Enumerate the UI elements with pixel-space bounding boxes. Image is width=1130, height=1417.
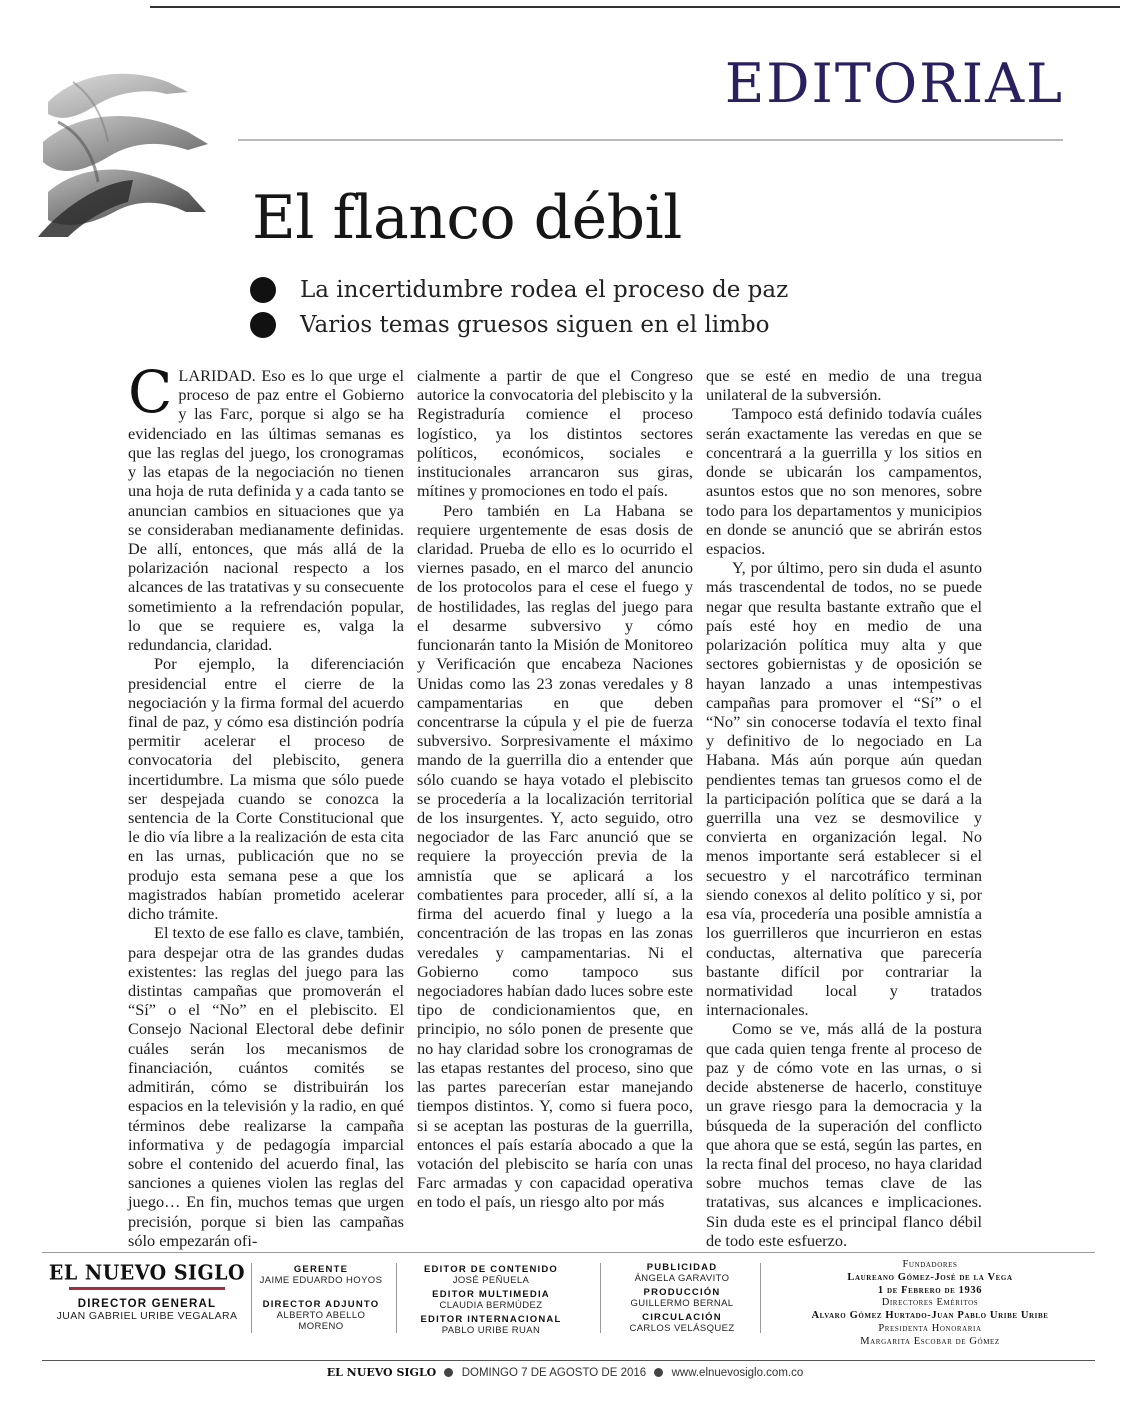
credit-role: PRODUCCIÓN bbox=[643, 1287, 721, 1298]
footline-logo: EL NUEVO SIGLO bbox=[326, 1366, 437, 1379]
article-paragraph bbox=[128, 358, 404, 655]
credit-name: JOSÉ PEÑUELA bbox=[452, 1275, 530, 1286]
emeritus-names: Alvaro Gómez Hurtado-Juan Pablo Uribe Uribe bbox=[811, 1310, 1049, 1322]
credit-role: PUBLICIDAD bbox=[646, 1262, 718, 1273]
founders-block bbox=[770, 1259, 1090, 1349]
founding-date: 1 de Febrero de 1936 bbox=[877, 1284, 983, 1296]
credit-role: GERENTE bbox=[293, 1264, 349, 1275]
footer-rule-bottom bbox=[42, 1360, 1095, 1361]
emeritus-label: Directores Eméritos bbox=[881, 1297, 979, 1309]
section-rule bbox=[238, 139, 1063, 141]
headline: El flanco débil bbox=[252, 183, 682, 253]
credits-operations bbox=[612, 1262, 752, 1343]
bullet-icon bbox=[654, 1368, 663, 1377]
top-rule bbox=[150, 6, 1120, 8]
article-column-3 bbox=[706, 366, 982, 1250]
subheads bbox=[250, 272, 788, 342]
horses-illustration bbox=[38, 62, 213, 237]
credits-editors bbox=[410, 1264, 572, 1345]
credit-role: CIRCULACIÓN bbox=[642, 1312, 722, 1323]
article-column-1 bbox=[128, 358, 404, 1250]
section-label: EDITORIAL bbox=[724, 52, 1064, 115]
divider bbox=[396, 1263, 397, 1333]
divider bbox=[600, 1263, 601, 1333]
article-paragraph: Tampoco está definido todavía cuáles serán exactamente las veredas en que se concentrará a la guerrilla y los sitios en donde se ubicarán los campamentos, asuntos estos que no son menores, sobre todo para los departamentos y municipios en donde se anunció que se abrirán estos espacios. bbox=[706, 404, 982, 558]
footline-date: DOMINGO 7 DE AGOSTO DE 2016 bbox=[461, 1367, 647, 1379]
article-paragraph: Y, por último, pero sin duda el asunto más trascendental de todos, no se puede negar que resulta bastante extraño que el país esté hoy en medio de una polarización política muy alta y que sectores gobiernistas y de oposición se hayan lanzado a unas intempestivas campañas para promover el “Sí” o el “No” sin conocerse todavía el texto final y definitivo de lo negociado en La Habana. Más aún porque aún quedan pendientes temas tan gruesos como el de la participación política que se dará a la guerrilla una vez se desmovilice y convierta en organización legal. No menos importante será establecer si el secuestro y el narcotráfico terminan siendo conexos al delito político y si, por esa vía, procedería una posible amnistía a los guerrilleros que incurrieron en estas conductas, alternativa que parecería bastante difícil por contrariar la normatividad local y tratados internacionales. bbox=[706, 558, 982, 1020]
founders-label: Fundadores bbox=[902, 1259, 958, 1270]
article-column-2 bbox=[417, 366, 693, 1212]
masthead bbox=[40, 1262, 254, 1322]
article-paragraph: cialmente a partir de que el Congreso autorice la convocatoria del plebiscito y la Registraduría comience el proceso logístico, ya los distintos sectores políticos, económicos, sociales e institucionales arrancaron sus giras, mítines y promociones en todo el país. bbox=[417, 366, 693, 501]
credit-role: DIRECTOR ADJUNTO bbox=[262, 1299, 380, 1310]
page-footline bbox=[0, 1366, 1130, 1379]
credit-role: EDITOR DE CONTENIDO bbox=[424, 1264, 558, 1275]
divider bbox=[760, 1263, 761, 1333]
credit-role: EDITOR MULTIMEDIA bbox=[432, 1289, 550, 1300]
credit-name: CARLOS VELÁSQUEZ bbox=[629, 1323, 735, 1334]
article-paragraph: Por ejemplo, la diferenciación presidencial entre el cierre de la negociación y la firma formal del acuerdo final de paz, y cómo esa distinción podría permitir acelerar el proceso de convocatoria del plebiscito, genera incertidumbre. La misma que sólo puede ser despejada cuando se conozca la sentencia de la Corte Constitucional que le dio vía libre a la realización de esta cita en las urnas, publicación que no se produjo esta semana pese a que los magistrados habían prometido acelerar dicho trámite. bbox=[128, 654, 404, 924]
honorary-label: Presidenta Honoraria bbox=[878, 1322, 982, 1334]
credit-name: CLAUDIA BERMÚDEZ bbox=[439, 1300, 543, 1311]
article-paragraph: El texto de ese fallo es clave, también, para despejar otra de las grandes dudas existentes: las reglas del juego para las distintas campañas que promoverán el “Sí” o el “No” en el plebiscito. El Consejo Nacional Electoral debe definir cuáles serán los mecanismos de financiación, cuántos comités se admitirán, cómo se distribuirán los espacios en la televisión y la radio, en qué términos debe realizarse la campaña informativa y de pedagogía imparcial sobre el contenido del acuerdo final, las sanciones a quienes violen las reglas del juego… En fin, muchos temas que urgen precisión, porque si bien las campañas sólo empezarán ofi- bbox=[128, 923, 404, 1250]
newspaper-logo: EL NUEVO SIGLO bbox=[48, 1260, 246, 1286]
bullet-icon bbox=[250, 312, 276, 338]
divider bbox=[251, 1263, 252, 1333]
credit-name: ÁNGELA GARAVITO bbox=[634, 1273, 730, 1284]
bullet-icon bbox=[444, 1368, 453, 1377]
founders-names: Laureano Gómez-José de la Vega bbox=[847, 1271, 1013, 1283]
director-name: JUAN GABRIEL URIBE VEGALARA bbox=[56, 1310, 238, 1322]
credit-name: GUILLERMO BERNAL bbox=[630, 1298, 734, 1309]
article-paragraph: Pero también en La Habana se requiere urgentemente de esas dosis de claridad. Prueba de ello es lo ocurrido el viernes pasado, en el marco del anuncio de los protocolos para el cese el fuego y de hostilidades, las reglas del juego para el desarme subversivo y cómo funcionarán tanto la Misión de Monitoreo y Verificación que encabeza Naciones Unidas como las 23 zonas veredales y 8 campamentarias en que deben concentrarse la cúpula y el pie de fuerza subversivo. Sorpresivamente el máximo mando de la guerrilla dio a entender que sólo cuando se haya votado el plebiscito se procedería a la localización territorial de los insurgentes. Y, acto seguido, otro negociador de las Farc anunció que se requiere la proyección previa de la amnistía que se aplicará a los combatientes para proceder, allí sí, a la firma del acuerdo final y luego a la concentración de las tropas en las zonas veredales y campamentarias. Ni el Gobierno como tampoco sus negociadores habían dado luces sobre este tipo de condicionamientos que, en principio, no sólo ponen de presente que no hay claridad sobre los cronogramas de las etapas restantes del proceso, sino que las partes parecerían estar manejando tiempos distintos. Y, como si fuera poco, si se aceptan las posturas de la guerrilla, entonces el país estaría abocado a que la votación del plebiscito se haría con unas Farc armadas y con capacidad operativa en todo el país, un riesgo alto por más bbox=[417, 500, 693, 1212]
subhead-item bbox=[250, 307, 788, 342]
subhead-text: La incertidumbre rodea el proceso de paz bbox=[300, 276, 789, 303]
credit-name: ALBERTO ABELLO MORENO bbox=[276, 1310, 366, 1332]
credit-role: EDITOR INTERNACIONAL bbox=[420, 1314, 562, 1325]
credit-name: PABLO URIBE RUAN bbox=[441, 1325, 541, 1336]
paragraph-text: LARIDAD. Eso es lo que urge el proceso de paz entre el Gobierno y las Farc, porque si algo se ha evidenciado en las últimas semanas es que las reglas del juego, los cronogramas y las etapas de la negociación no tienen una hoja de ruta definida y a cada tanto se anuncian cambios en situaciones que ya se consideraban medianamente definidas. De allí, entonces, que más allá de la polarización nacional respecto a los alcances de las tratativas y su consecuente sometimiento a la refrendación popular, lo que se requiere es, valga la redundancia, claridad. bbox=[128, 366, 404, 655]
article-paragraph: que se esté en medio de una tregua unilateral de la subversión. bbox=[706, 366, 982, 405]
credits-management bbox=[256, 1264, 386, 1341]
footline-url[interactable]: www.elnuevosiglo.com.co bbox=[671, 1367, 804, 1379]
dropcap: C bbox=[128, 358, 173, 426]
bullet-icon bbox=[250, 277, 276, 303]
logo-underline bbox=[69, 1287, 225, 1290]
director-role: DIRECTOR GENERAL bbox=[77, 1298, 217, 1310]
credit-name: JAIME EDUARDO HOYOS bbox=[259, 1275, 383, 1286]
subhead-text: Varios temas gruesos siguen en el limbo bbox=[300, 311, 770, 338]
article-paragraph: Como se ve, más allá de la postura que cada quien tenga frente al proceso de paz y de cómo vote en las urnas, o si decide abstenerse de hacerlo, constituye un grave riesgo para la democracia y la búsqueda de la superación del conflicto que ahora que se está, según las partes, en la recta final del proceso, no haya claridad sobre muchos temas clave de las tratativas, sus alcances e implicaciones. Sin duda este es el principal flanco débil de todo este esfuerzo. bbox=[706, 1019, 982, 1250]
honorary-name: Margarita Escobar de Gómez bbox=[860, 1335, 1000, 1347]
subhead-item bbox=[250, 272, 788, 307]
footer-rule-top bbox=[42, 1252, 1095, 1253]
